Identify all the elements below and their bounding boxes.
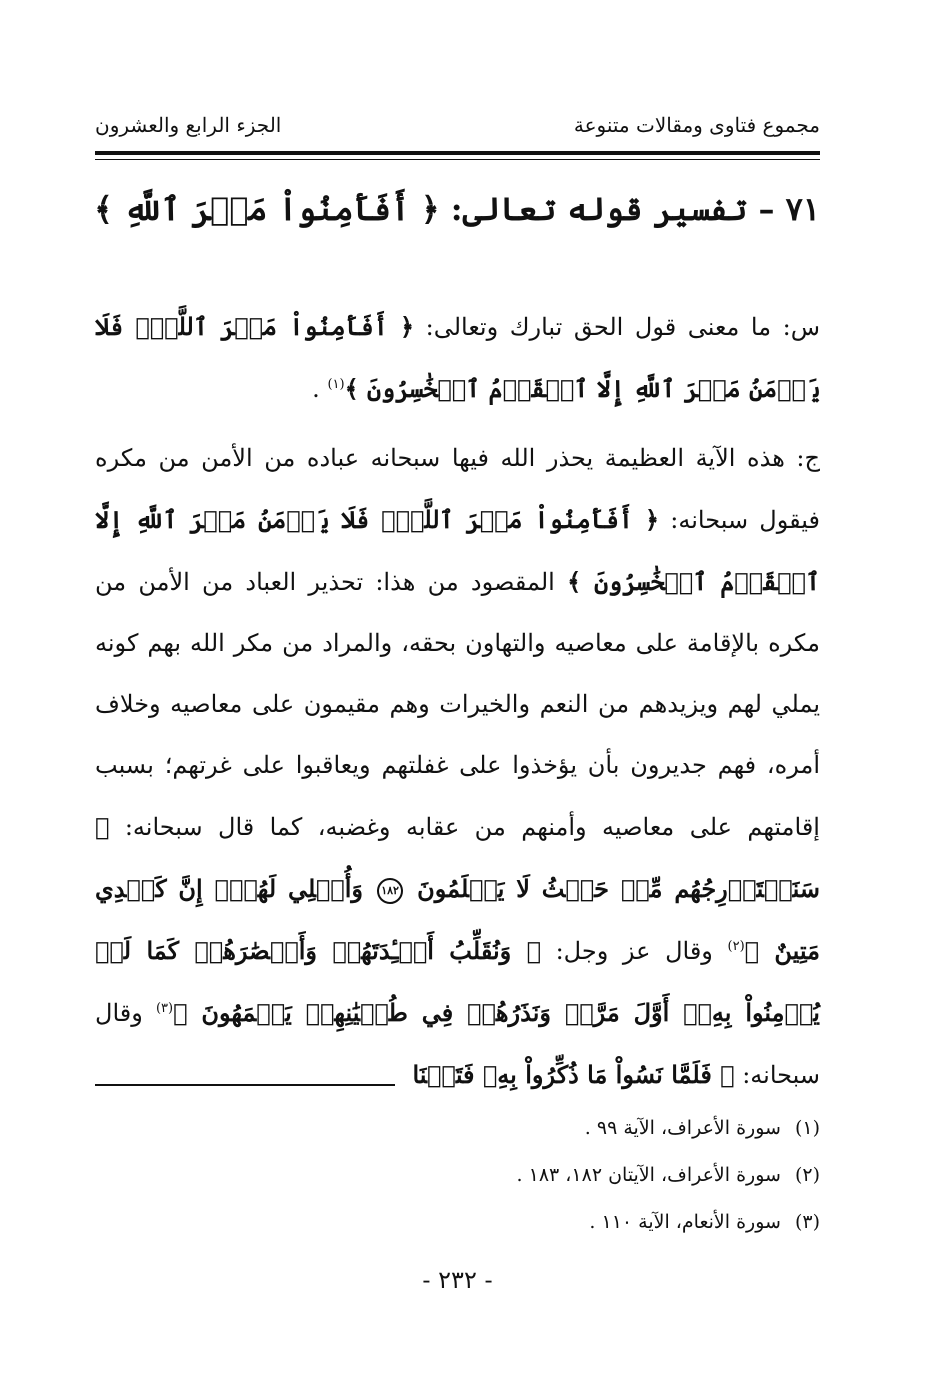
- section-heading-prefix: ٧١ – تفسير قوله تعالى:: [450, 190, 820, 228]
- answer-verse-2b: وَأُمۡلِي لَهُمۡۚ إِنَّ كَيۡدِي مَتِينٌ ﴾: [95, 874, 821, 965]
- footnote-text: سورة الأعراف، الآية ٩٩ .: [584, 1117, 781, 1139]
- footnote-rule: [95, 1084, 395, 1086]
- footnote-ref: (٣): [155, 1001, 174, 1016]
- question-lead: س: ما معنى قول الحق تبارك وتعالى:: [425, 313, 820, 341]
- book-page: [95, 0, 820, 1382]
- answer-text-4: وقال سبحانه:: [95, 999, 820, 1089]
- footnote-ref: (٢): [727, 939, 745, 954]
- footnote-number: (٢): [794, 1164, 820, 1186]
- answer-text-3: وقال عز وجل:: [555, 937, 713, 965]
- question-paragraph: [95, 296, 820, 420]
- footnote-ref: (١): [327, 377, 345, 392]
- page-number: - ٢٣٢ -: [422, 1266, 493, 1294]
- answer-text-1: ج: هذه الآية العظيمة يحذر الله فيها سبحانه عباده من الأمن من مكره فيقول سبحانه:: [95, 444, 820, 534]
- answer-verse-2a: ﴿ سَنَسۡتَدۡرِجُهُم مِّنۡ حَيۡثُ لَا يَعۡلَمُونَ: [95, 812, 820, 903]
- answer-text-2: المقصود من هذا: تحذير العباد من الأمن من مكره بالإقامة على معاصيه والتهاون بحقه، والمراد من مكر الله بهم كونه يملي لهم ويزيدهم من النعم والخيرات وهم مقيمون على معاصيه وخلاف أمره، فهم جديرون بأن يؤخذوا على غفلتهم ويعاقبوا على غرتهم؛ بسبب إقامتهم على معاصيه وأمنهم من عقابه وغضبه، كما قال سبحانه:: [95, 568, 820, 841]
- book-title: مجموع فتاوى ومقالات متنوعة: [573, 113, 820, 137]
- answer-verse-3: ﴿ وَنُقَلِّبُ أَفۡـِٔدَتَهُمۡ وَأَبۡصَٰرَهُمۡ كَمَا لَمۡ يُؤۡمِنُواْ بِهِۦٓ أَوَّلَ مَرَّةٖ وَنَذَرُهُمۡ فِي طُغۡيَٰنِهِمۡ يَعۡمَهُونَ ﴾: [95, 936, 820, 1027]
- footnote-item: [95, 1113, 820, 1160]
- ayah-number-marker: ١٨٢: [377, 878, 403, 904]
- footnote-text: سورة الأنعام، الآية ١١٠ .: [589, 1211, 781, 1233]
- answer-verse-4: ﴿ فَلَمَّا نَسُواْ مَا ذُكِّرُواْ بِهِۦ فَتَحۡنَا: [412, 1060, 735, 1089]
- running-header: [95, 113, 820, 143]
- section-heading-verse: ﴿ أَفَأَمِنُواْ مَكۡرَ ٱللَّهِ ﴾: [94, 190, 440, 228]
- footnote-item: [95, 1160, 820, 1207]
- section-heading: [95, 190, 820, 228]
- question-verse: ﴿ أَفَأَمِنُواْ مَكۡرَ ٱللَّهِۚ فَلَا يَأۡمَنُ مَكۡرَ ٱللَّهِ إِلَّا ٱلۡقَوۡمُ ٱلۡخَٰسِرُونَ ﴾: [95, 312, 820, 403]
- header-rule-thick: [95, 151, 820, 155]
- footnote-number: (١): [794, 1117, 820, 1139]
- footnote-number: (٣): [794, 1211, 820, 1233]
- body-text: [95, 296, 820, 1106]
- header-rule-thin: [95, 159, 820, 160]
- answer-verse-1: ﴿ أَفَأَمِنُواْ مَكۡرَ ٱللَّهِۚ فَلَا يَأۡمَنُ مَكۡرَ ٱللَّهِ إِلَّا ٱلۡقَوۡمُ ٱلۡخَٰسِرُونَ ﴾: [95, 505, 821, 596]
- footnote-item: [95, 1207, 820, 1254]
- footnote-text: سورة الأعراف، الآيتان ١٨٢، ١٨٣ .: [516, 1164, 781, 1186]
- footnotes: [95, 1113, 820, 1254]
- answer-paragraph: [95, 428, 820, 1106]
- question-end: .: [312, 375, 320, 403]
- volume-title: الجزء الرابع والعشرون: [95, 113, 282, 137]
